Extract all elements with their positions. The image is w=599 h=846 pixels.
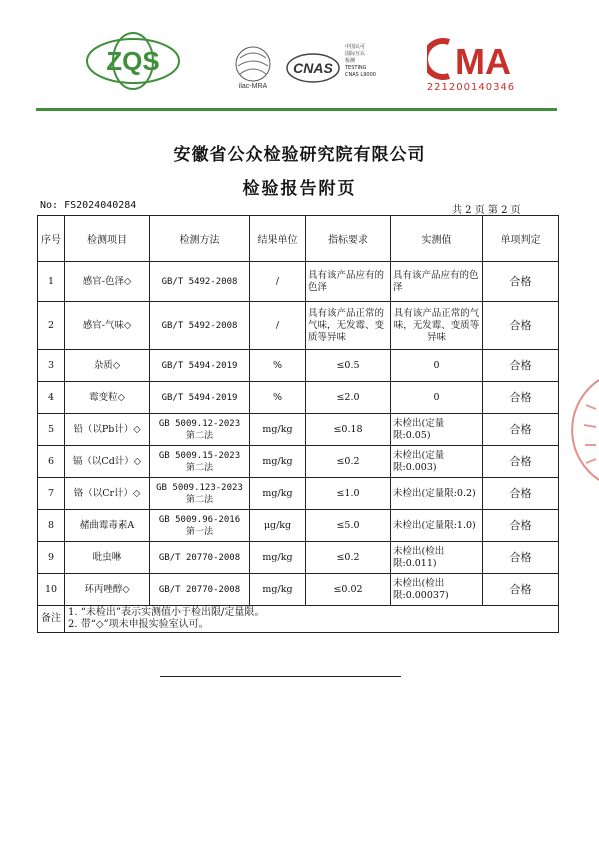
- notes-row: [38, 606, 559, 633]
- cell-judgement: 合格: [483, 262, 559, 302]
- cell-item: 赭曲霉毒素A: [65, 510, 150, 542]
- notes-cell: [65, 606, 559, 633]
- cell-unit: mg/kg: [250, 414, 306, 446]
- report-subtitle: 检验报告附页: [242, 179, 357, 199]
- table-header-row: [38, 216, 559, 262]
- cell-unit: %: [250, 382, 306, 414]
- cell-measured: 未检出(检出限:0.011): [391, 542, 483, 574]
- cnas-side-line: CNAS L9000: [345, 72, 376, 78]
- cell-item: 镉（以Cd计）◇: [65, 446, 150, 478]
- cell-judgement: 合格: [483, 350, 559, 382]
- cma-logo-text: MA: [455, 41, 511, 82]
- cell-measured: 0: [391, 382, 483, 414]
- red-seal-stamp: [564, 375, 599, 485]
- cell-requirement: ≤0.2: [306, 542, 391, 574]
- cell-requirement: ≤2.0: [306, 382, 391, 414]
- table-row: [38, 574, 559, 606]
- note-line: 2. 带“◇”项未申报实验室认可。: [68, 619, 209, 630]
- cell-requirement: 具有该产品正常的气味，无发霉、变质等异味: [306, 302, 391, 350]
- col-header-method: 检测方法: [150, 216, 250, 262]
- table-row: [38, 382, 559, 414]
- cell-unit: mg/kg: [250, 446, 306, 478]
- cell-unit: /: [250, 302, 306, 350]
- cell-measured: 具有该产品正常的气味，无发霉、变质等异味: [391, 302, 483, 350]
- cell-judgement: 合格: [483, 542, 559, 574]
- ilac-mra-logo: [230, 44, 276, 92]
- cell-measured: 未检出(定量限:0.05): [391, 414, 483, 446]
- cnas-side-line: 国际互认: [345, 51, 366, 57]
- cell-no: 5: [38, 414, 65, 446]
- cell-item: 铬（以Cr计）◇: [65, 478, 150, 510]
- cell-method: GB/T 20770-2008: [150, 542, 250, 574]
- table-row: [38, 510, 559, 542]
- cell-method: GB/T 20770-2008: [150, 574, 250, 606]
- col-header-requirement: 指标要求: [306, 216, 391, 262]
- cell-requirement: ≤0.18: [306, 414, 391, 446]
- cell-unit: mg/kg: [250, 478, 306, 510]
- cell-item: 感官-气味◇: [65, 302, 150, 350]
- zqs-logo-text: ZQS: [106, 46, 160, 76]
- cell-no: 1: [38, 262, 65, 302]
- col-header-item: 检测项目: [65, 216, 150, 262]
- cell-method: GB/T 5494-2019: [150, 382, 250, 414]
- cnas-side-text: [345, 44, 405, 79]
- cell-unit: mg/kg: [250, 542, 306, 574]
- note-line: 1. “未检出”表示实测值小于检出限/定量限。: [68, 607, 265, 618]
- cell-method: GB/T 5492-2008: [150, 262, 250, 302]
- cell-judgement: 合格: [483, 574, 559, 606]
- zqs-logo: [78, 30, 188, 92]
- cell-method: GB/T 5492-2008: [150, 302, 250, 350]
- cell-no: 6: [38, 446, 65, 478]
- cell-item: 感官-色泽◇: [65, 262, 150, 302]
- cell-unit: mg/kg: [250, 574, 306, 606]
- cell-judgement: 合格: [483, 446, 559, 478]
- cell-item: 吡虫啉: [65, 542, 150, 574]
- table-row: [38, 302, 559, 350]
- cell-item: 杂质◇: [65, 350, 150, 382]
- cell-unit: /: [250, 262, 306, 302]
- cell-requirement: ≤1.0: [306, 478, 391, 510]
- cell-unit: %: [250, 350, 306, 382]
- cell-judgement: 合格: [483, 382, 559, 414]
- cell-measured: 未检出(检出限:0.00037): [391, 574, 483, 606]
- cell-requirement: 具有该产品应有的色泽: [306, 262, 391, 302]
- cell-requirement: ≤0.02: [306, 574, 391, 606]
- end-of-report-line: [160, 676, 401, 677]
- cell-unit: μg/kg: [250, 510, 306, 542]
- cell-method: GB 5009.96-2016 第一法: [150, 510, 250, 542]
- table-row: [38, 542, 559, 574]
- cell-judgement: 合格: [483, 414, 559, 446]
- table-row: [38, 414, 559, 446]
- results-table: [37, 215, 559, 633]
- page-info: 共 2 页 第 2 页: [452, 205, 521, 216]
- col-header-unit: 结果单位: [250, 216, 306, 262]
- cell-measured: 具有该产品应有的色泽: [391, 262, 483, 302]
- notes-label: 备注: [38, 606, 65, 633]
- cell-method: GB/T 5494-2019: [150, 350, 250, 382]
- cell-no: 8: [38, 510, 65, 542]
- cma-logo: [427, 36, 513, 82]
- cell-no: 10: [38, 574, 65, 606]
- cell-item: 铅（以Pb计）◇: [65, 414, 150, 446]
- company-title: 安徽省公众检验研究院有限公司: [173, 145, 426, 165]
- table-row: [38, 446, 559, 478]
- col-header-judgement: 单项判定: [483, 216, 559, 262]
- cell-judgement: 合格: [483, 302, 559, 350]
- cnas-side-line: 中国认可: [345, 44, 366, 50]
- cell-no: 7: [38, 478, 65, 510]
- cell-item: 环丙唑醇◇: [65, 574, 150, 606]
- table-row: [38, 478, 559, 510]
- cma-number: 221200140346: [426, 82, 516, 93]
- col-header-no: 序号: [38, 216, 65, 262]
- cnas-side-line: 检测: [345, 58, 356, 64]
- report-number: No: FS2024040284: [40, 200, 137, 211]
- cell-judgement: 合格: [483, 478, 559, 510]
- cnas-logo-text: CNAS: [293, 60, 333, 76]
- col-header-measured: 实测值: [391, 216, 483, 262]
- cell-measured: 未检出(定量限:0.2): [391, 478, 483, 510]
- header-divider: [36, 108, 557, 111]
- cell-item: 霉变粒◇: [65, 382, 150, 414]
- cnas-side-line: TESTING: [345, 65, 367, 71]
- cell-measured: 未检出(定量限:1.0): [391, 510, 483, 542]
- cell-requirement: ≤0.5: [306, 350, 391, 382]
- cell-no: 9: [38, 542, 65, 574]
- ilac-logo-text: ilac-MRA: [238, 83, 268, 90]
- cell-no: 3: [38, 350, 65, 382]
- cell-measured: 0: [391, 350, 483, 382]
- cell-method: GB 5009.15-2023 第二法: [150, 446, 250, 478]
- cnas-logo: [284, 50, 342, 86]
- cell-no: 4: [38, 382, 65, 414]
- cell-judgement: 合格: [483, 510, 559, 542]
- cell-requirement: ≤0.2: [306, 446, 391, 478]
- cell-measured: 未检出(定量限:0.003): [391, 446, 483, 478]
- cell-no: 2: [38, 302, 65, 350]
- table-row: [38, 350, 559, 382]
- cell-requirement: ≤5.0: [306, 510, 391, 542]
- table-row: [38, 262, 559, 302]
- cell-method: GB 5009.123-2023 第二法: [150, 478, 250, 510]
- cell-method: GB 5009.12-2023 第二法: [150, 414, 250, 446]
